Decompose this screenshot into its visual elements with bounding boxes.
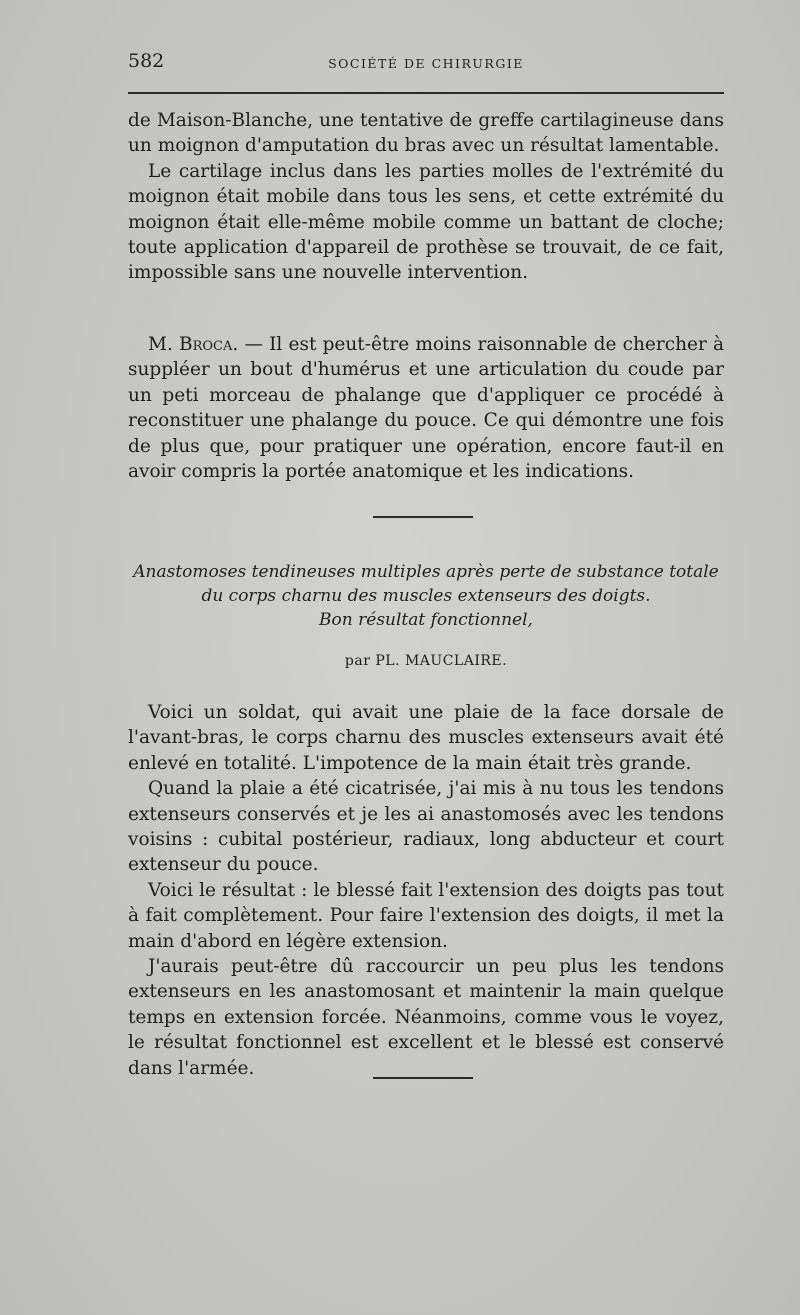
continued-section — [128, 108, 724, 286]
paragraph: Quand la plaie a été cicatrisée, j'ai mis à nu tous les tendons extenseurs conservés et je les ai anastomosés avec les tendons voisins : cubital postérieur, radiaux, long abducteur et court extenseur du pouce. — [128, 778, 724, 876]
page-number: 582 — [128, 50, 165, 72]
broca-remark — [128, 332, 724, 484]
article-title — [128, 560, 724, 632]
article-author: par PL. MAUCLAIRE. — [344, 653, 508, 669]
title-line: Bon résultat fonctionnel, — [319, 610, 533, 630]
running-title: SOCIÉTÉ DE CHIRURGIE — [328, 56, 524, 71]
paragraph: J'aurais peut-être dû raccourcir un peu plus les tendons extenseurs en les anastomosant et maintenir la main quelque temps en extension forcée. Néanmoins, comme vous le voyez, le résultat fonctionnel est excellent et le blessé est conservé dans l'armée. — [128, 956, 724, 1079]
paragraph: Le cartilage inclus dans les parties molles de l'extrémité du moignon était mobile dans tous les sens, et cette extrémité du moignon était elle-même mobile comme un battant de cloche; toute application d'appareil de prothèse se trouvait, de ce fait, impossible sans une nouvelle intervention. — [128, 160, 724, 284]
section-divider — [373, 1077, 473, 1079]
article-body — [128, 700, 724, 1081]
title-line: du corps charnu des muscles extenseurs des doigts. — [201, 586, 651, 606]
paragraph: Voici le résultat : le blessé fait l'extension des doigts pas tout à fait complètement. Pour faire l'extension des doigts, il met la main d'abord en légère extension. — [128, 879, 724, 952]
remark-text: — Il est peut-être moins raisonnable de chercher à suppléer un bout d'humérus et une articulation du coude par un peti morceau de phalange que d'appliquer ce procédé à reconstituer une phalange du pouce. Ce qui démontre une fois de plus que, pour pratiquer une opération, encore faut-il en avoir compris la portée anatomique et les indications. — [128, 334, 724, 483]
paragraph: de Maison-Blanche, une tentative de greffe cartilagineuse dans un moignon d'amputation du bras avec un résultat lamentable. — [128, 110, 724, 157]
page-header — [128, 50, 724, 76]
paragraph: Voici un soldat, qui avait une plaie de la face dorsale de l'avant-bras, le corps charnu des muscles extenseurs avait été enlevé en totalité. L'impotence de la main était très grande. — [128, 702, 724, 774]
section-divider — [373, 516, 473, 518]
title-line: Anastomoses tendineuses multiples après perte de substance totale — [133, 562, 719, 582]
paragraph — [128, 332, 724, 484]
header-rule — [128, 92, 724, 94]
speaker-name: M. Broca. — [148, 334, 239, 355]
